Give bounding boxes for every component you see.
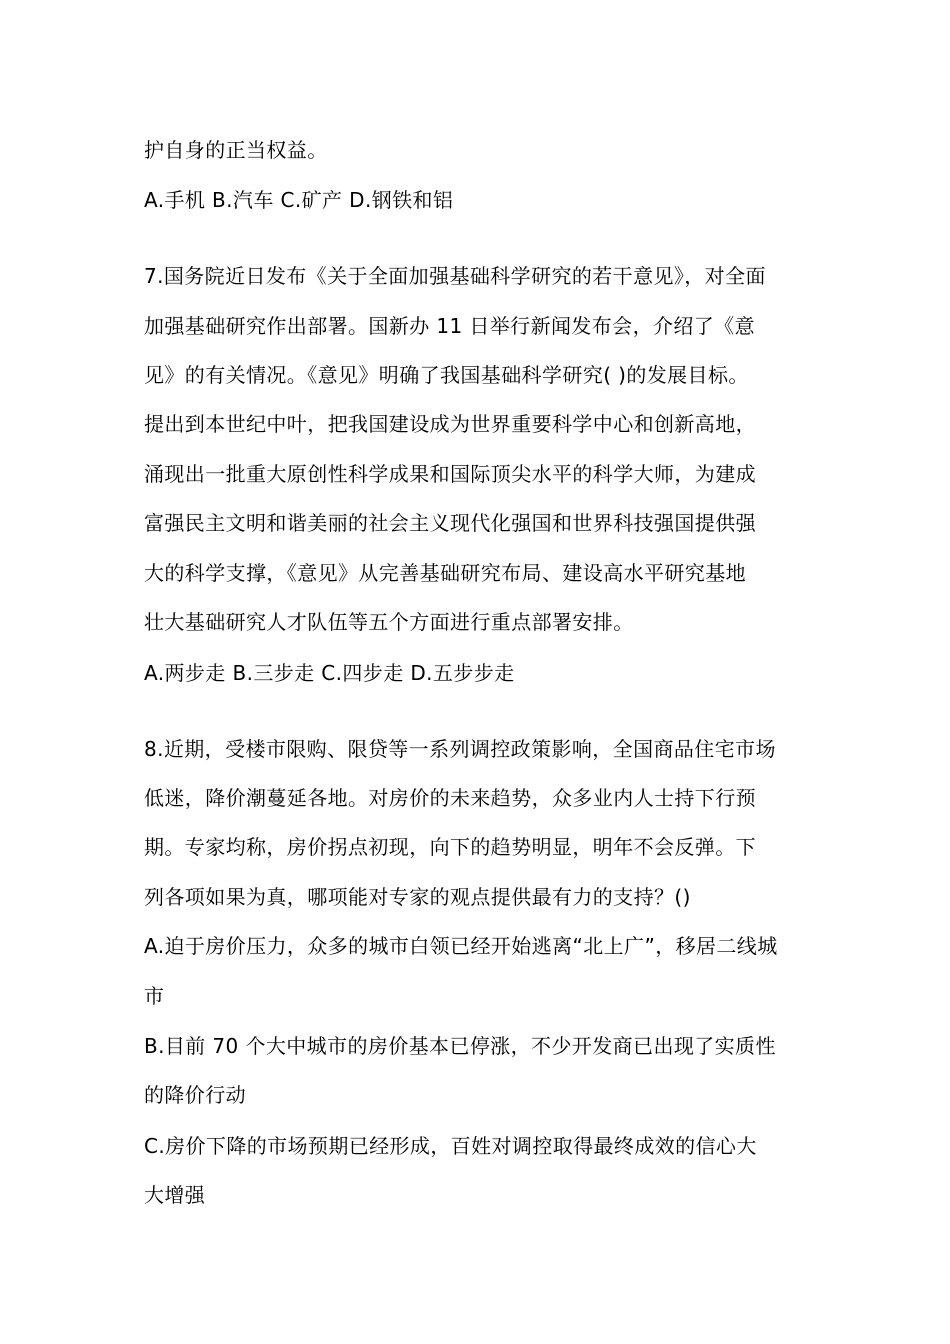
option-c-line: C.房价下降的市场预期已经形成，百姓对调控取得最终成效的信心大 bbox=[144, 1134, 757, 1158]
answer-options-q7: A.两步走 B.三步走 C.四步走 D.五步步走 bbox=[144, 661, 515, 685]
question-7-line: 大的科学支撑，《意见》从完善基础研究布局、建设高水平研究基地 bbox=[144, 561, 746, 585]
question-7-line: 涌现出一批重大原创性科学成果和国际顶尖水平的科学大师，为建成 bbox=[144, 462, 756, 486]
option-b-line: 的降价行动 bbox=[144, 1083, 246, 1107]
question-8-line: 期。专家均称，房价拐点初现，向下的趋势明显，明年不会反弹。下 bbox=[144, 835, 756, 859]
question-7-line: 壮大基础研究人才队伍等五个方面进行重点部署安排。 bbox=[144, 610, 634, 634]
option-c-line: 大增强 bbox=[144, 1183, 206, 1207]
question-8-line: 8.近期，受楼市限购、限贷等一系列调控政策影响，全国商品住宅市场 bbox=[144, 737, 776, 761]
question-7-line: 富强民主文明和谐美丽的社会主义现代化强国和世界科技强国提供强 bbox=[144, 511, 756, 535]
question-7-line: 加强基础研究作出部署。国新办 11 日举行新闻发布会，介绍了《意 bbox=[144, 314, 755, 338]
question-8-line: 低迷，降价潮蔓延各地。对房价的未来趋势，众多业内人士持下行预 bbox=[144, 786, 756, 810]
question-7-line: 见》的有关情况。《意见》明确了我国基础科学研究( )的发展目标。 bbox=[144, 363, 749, 387]
question-8-line: 列各项如果为真，哪项能对专家的观点提供最有力的支持？() bbox=[144, 885, 691, 909]
option-a-line: A.迫于房价压力，众多的城市白领已经开始逃离“北上广”，移居二线城 bbox=[144, 934, 778, 958]
question-7-line: 提出到本世纪中叶，把我国建设成为世界重要科学中心和创新高地， bbox=[144, 412, 756, 436]
text-line: 护自身的正当权益。 bbox=[144, 138, 328, 162]
option-b-line: B.目前 70 个大中城市的房价基本已停涨，不少开发商已出现了实质性 bbox=[144, 1034, 776, 1058]
question-7-line: 7.国务院近日发布《关于全面加强基础科学研究的若干意见》，对全面 bbox=[144, 264, 766, 288]
option-a-line: 市 bbox=[144, 984, 165, 1008]
answer-options-q6: A.手机 B.汽车 C.矿产 D.钢铁和铝 bbox=[144, 188, 454, 212]
